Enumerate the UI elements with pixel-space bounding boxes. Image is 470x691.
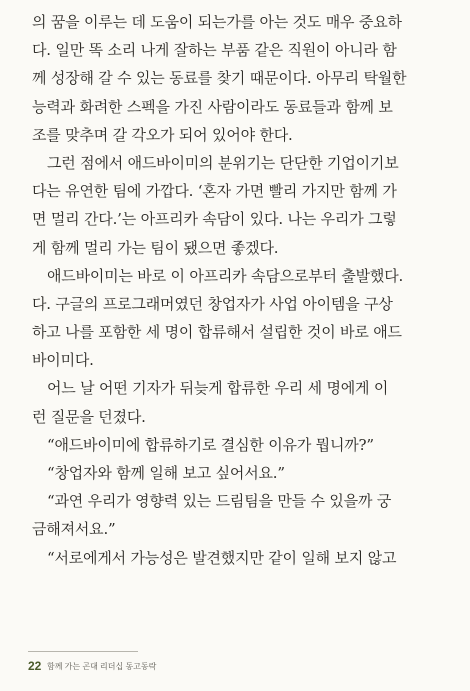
text-line: 어느 날 어떤 기자가 뒤늦게 합류한 우리 세 명에게 이 (47, 379, 389, 398)
text-line: 다는 유연한 팀에 가깝다. ‘혼자 가면 빨리 가지만 함께 가 (32, 182, 397, 201)
text-line: 다. 일만 똑 소리 나게 잘하는 부품 같은 직원이 아니라 함 (32, 41, 397, 60)
text-line: 금해져서요.” (32, 520, 116, 539)
footer-divider (28, 651, 138, 652)
text-line: 의 꿈을 이루는 데 도움이 되는가를 아는 것도 매우 중요하 (32, 13, 402, 31)
text-line: “창업자와 함께 일해 보고 싶어서요.” (47, 464, 285, 482)
text-line: “애드바이미에 합류하기로 결심한 이유가 뭡니까?” (47, 435, 374, 454)
text-line: 애드바이미는 바로 이 아프리카 속담으로부터 출발했다. (47, 266, 404, 285)
text-line: 바이미다. (32, 351, 94, 370)
running-title: 함께 가는 곤대 리더십 동고동락 (47, 662, 157, 671)
text-line: 하고 나를 포함한 세 명이 합류해서 설립한 것이 바로 애드 (32, 323, 402, 342)
text-line: “과연 우리가 영향력 있는 드림팀을 만들 수 있을까 궁 (47, 492, 392, 511)
text-line: 다. 구글의 프로그래머였던 창업자가 사업 아이템을 구상 (32, 294, 393, 313)
body-text (32, 8, 452, 572)
text-line: 면 멀리 간다.’는 아프리카 속담이 있다. 나는 우리가 그렇 (32, 210, 397, 229)
text-line: 조를 맞추며 갈 각오가 되어 있어야 한다. (32, 125, 293, 144)
text-line: 그런 점에서 애드바이미의 분위기는 단단한 기업이기보 (47, 153, 399, 172)
page-number: 22 (28, 659, 42, 673)
page-footer (28, 651, 448, 681)
text-line: 런 질문을 던졌다. (32, 407, 146, 426)
text-line: 능력과 화려한 스펙을 가진 사람이라도 동료들과 함께 보 (32, 97, 393, 116)
text-line: “서로에게서 가능성은 발견했지만 같이 일해 보지 않고 (47, 548, 397, 567)
text-line: 께 성장해 갈 수 있는 동료를 찾기 때문이다. 아무리 탁월한 (32, 69, 407, 88)
text-line: 게 함께 멀리 가는 팀이 됐으면 좋겠다. (32, 238, 279, 257)
